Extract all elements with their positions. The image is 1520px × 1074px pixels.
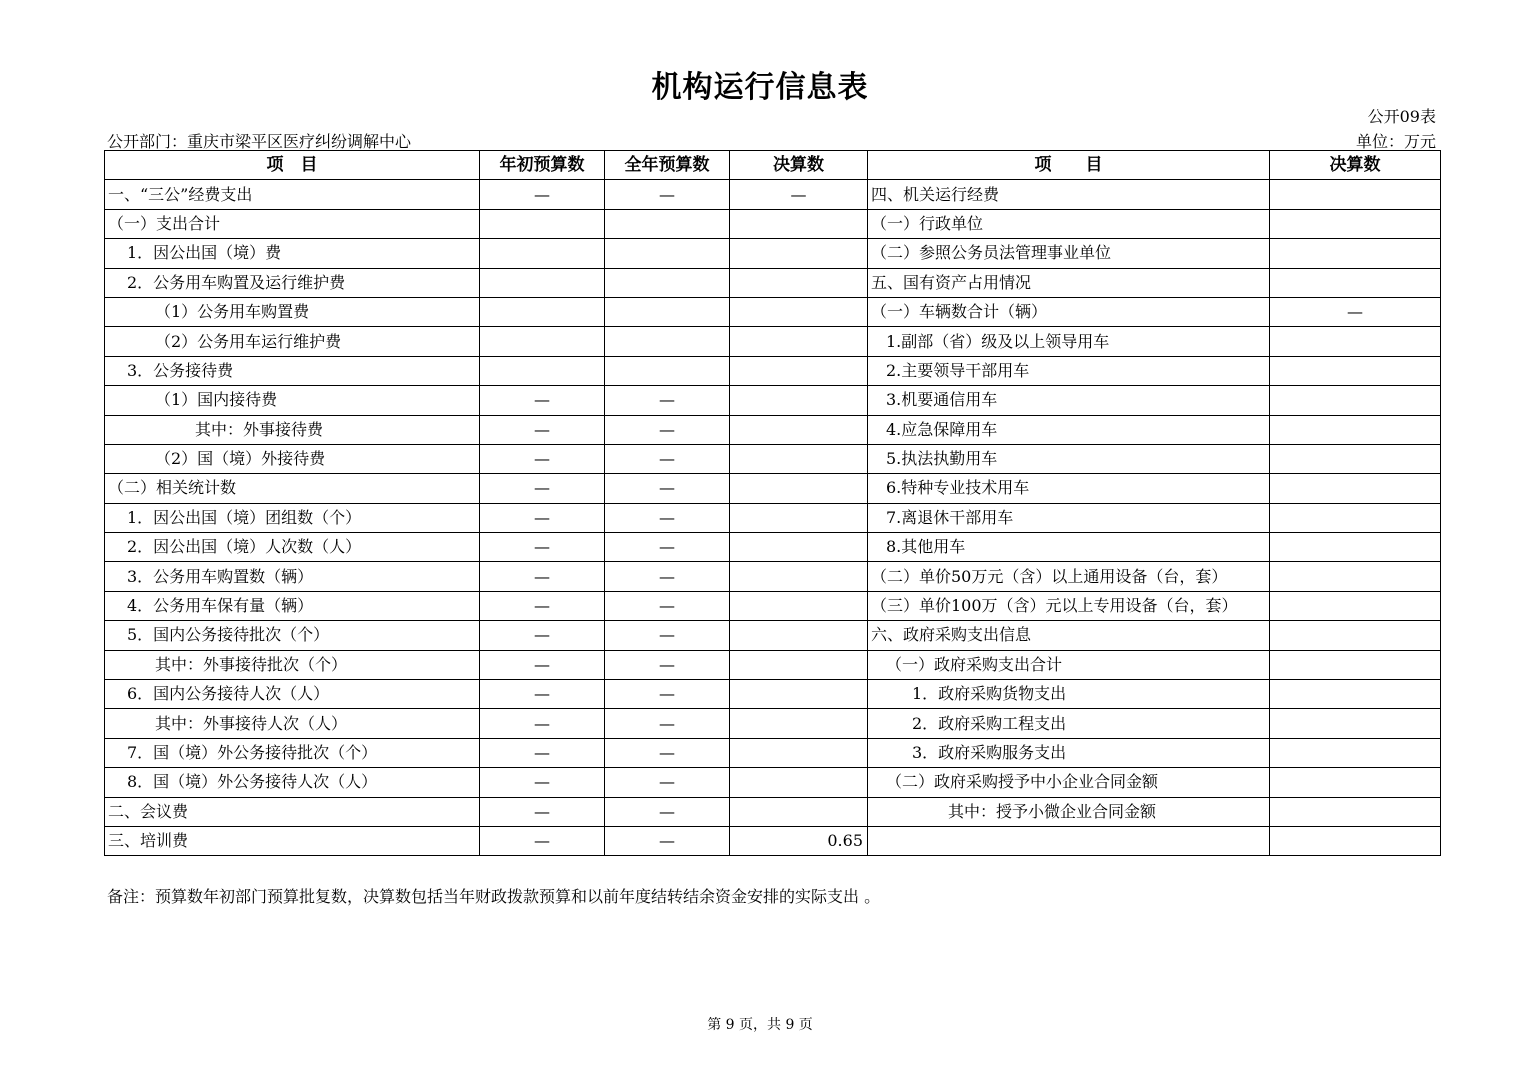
header-budget-initial: 年初预算数 [480, 151, 605, 180]
row-right-item-label: 其中：授予小微企业合同金额 [868, 797, 1270, 826]
row-right-item-label: 1.副部（省）级及以上领导用车 [868, 327, 1270, 356]
row-final [730, 297, 868, 326]
row-right-item-label: （一）车辆数合计（辆） [868, 297, 1270, 326]
row-final [730, 650, 868, 679]
row-item-label: 其中：外事接待人次（人） [105, 709, 480, 738]
row-right-final [1270, 621, 1441, 650]
row-budget-initial: — [480, 444, 605, 473]
row-final [730, 209, 868, 238]
table-row [105, 680, 1441, 709]
unit-label: 单位：万元 [1355, 132, 1436, 151]
row-budget-full: — [605, 503, 730, 532]
table-row [105, 268, 1441, 297]
row-right-final [1270, 591, 1441, 620]
row-item-label: 其中：外事接待批次（个） [105, 650, 480, 679]
row-final [730, 474, 868, 503]
table-row [105, 533, 1441, 562]
table-row [105, 444, 1441, 473]
row-item-label: （1）公务用车购置费 [105, 297, 480, 326]
table-row [105, 239, 1441, 268]
row-right-final [1270, 826, 1441, 855]
header-final: 决算数 [730, 151, 868, 180]
row-right-item-label: 8.其他用车 [868, 533, 1270, 562]
row-budget-full: — [605, 768, 730, 797]
row-budget-initial: — [480, 591, 605, 620]
row-budget-initial: — [480, 650, 605, 679]
header-final-right: 决算数 [1270, 151, 1441, 180]
row-budget-initial: — [480, 797, 605, 826]
info-table [104, 150, 1441, 856]
row-budget-full: — [605, 650, 730, 679]
row-budget-full [605, 239, 730, 268]
row-right-final [1270, 444, 1441, 473]
row-final [730, 327, 868, 356]
row-right-final [1270, 386, 1441, 415]
row-item-label: 3．公务用车购置数（辆） [105, 562, 480, 591]
row-right-final [1270, 562, 1441, 591]
row-item-label: 4．公务用车保有量（辆） [105, 591, 480, 620]
row-right-final [1270, 533, 1441, 562]
row-right-item-label: 五、国有资产占用情况 [868, 268, 1270, 297]
row-right-item-label: （一）行政单位 [868, 209, 1270, 238]
table-row [105, 562, 1441, 591]
row-item-label: （2）公务用车运行维护费 [105, 327, 480, 356]
row-budget-initial: — [480, 503, 605, 532]
row-budget-initial: — [480, 621, 605, 650]
table-row [105, 180, 1441, 209]
row-right-item-label: 4.应急保障用车 [868, 415, 1270, 444]
row-right-final [1270, 709, 1441, 738]
row-right-final [1270, 268, 1441, 297]
row-budget-full [605, 356, 730, 385]
row-right-item-label: 6.特种专业技术用车 [868, 474, 1270, 503]
row-right-final: — [1270, 297, 1441, 326]
row-right-item-label: （二）单价50万元（含）以上通用设备（台，套） [868, 562, 1270, 591]
row-budget-full [605, 297, 730, 326]
row-final [730, 738, 868, 767]
row-right-item-label: （二）参照公务员法管理事业单位 [868, 239, 1270, 268]
header-item: 项 目 [105, 151, 480, 180]
table-row [105, 738, 1441, 767]
row-right-final [1270, 415, 1441, 444]
row-item-label: 2．公务用车购置及运行维护费 [105, 268, 480, 297]
table-row [105, 297, 1441, 326]
row-right-final [1270, 797, 1441, 826]
row-budget-initial: — [480, 474, 605, 503]
row-right-item-label: （一）政府采购支出合计 [868, 650, 1270, 679]
table-row [105, 768, 1441, 797]
row-final [730, 533, 868, 562]
row-right-final [1270, 503, 1441, 532]
row-budget-initial: — [480, 415, 605, 444]
row-final [730, 591, 868, 620]
row-item-label: 6．国内公务接待人次（人） [105, 680, 480, 709]
header-budget-full: 全年预算数 [605, 151, 730, 180]
row-final [730, 797, 868, 826]
row-final [730, 268, 868, 297]
row-item-label: （1）国内接待费 [105, 386, 480, 415]
row-budget-full: — [605, 738, 730, 767]
row-right-final [1270, 650, 1441, 679]
table-row [105, 327, 1441, 356]
row-right-item-label: 7.离退休干部用车 [868, 503, 1270, 532]
row-budget-initial: — [480, 738, 605, 767]
row-budget-initial [480, 297, 605, 326]
table-row [105, 209, 1441, 238]
table-row [105, 356, 1441, 385]
page-title: 机构运行信息表 [651, 70, 869, 105]
row-right-item-label: 四、机关运行经费 [868, 180, 1270, 209]
row-budget-initial [480, 327, 605, 356]
row-right-item-label: 六、政府采购支出信息 [868, 621, 1270, 650]
row-item-label: 1．因公出国（境）费 [105, 239, 480, 268]
row-budget-initial: — [480, 533, 605, 562]
row-budget-full: — [605, 680, 730, 709]
row-final: 0.65 [730, 826, 868, 855]
table-row [105, 797, 1441, 826]
row-budget-initial: — [480, 386, 605, 415]
row-budget-initial [480, 239, 605, 268]
header-item-right: 项 目 [868, 151, 1270, 180]
row-budget-initial: — [480, 826, 605, 855]
page-footer: 第 9 页，共 9 页 [707, 1017, 813, 1033]
row-budget-full: — [605, 533, 730, 562]
department-label: 公开部门：重庆市梁平区医疗纠纷调解中心 [107, 132, 412, 151]
row-final [730, 680, 868, 709]
table-row [105, 386, 1441, 415]
row-right-final [1270, 180, 1441, 209]
row-right-item-label: 2.主要领导干部用车 [868, 356, 1270, 385]
row-item-label: 三、培训费 [105, 826, 480, 855]
row-final [730, 709, 868, 738]
row-right-final [1270, 680, 1441, 709]
row-item-label: 二、会议费 [105, 797, 480, 826]
row-budget-initial: — [480, 680, 605, 709]
row-budget-full: — [605, 797, 730, 826]
table-row [105, 503, 1441, 532]
row-budget-full: — [605, 180, 730, 209]
row-budget-full: — [605, 444, 730, 473]
row-final [730, 562, 868, 591]
row-right-item-label: 5.执法执勤用车 [868, 444, 1270, 473]
row-item-label: 一、“三公”经费支出 [105, 180, 480, 209]
row-final [730, 768, 868, 797]
row-item-label: 2．因公出国（境）人次数（人） [105, 533, 480, 562]
table-row [105, 415, 1441, 444]
row-budget-full [605, 209, 730, 238]
row-budget-initial [480, 268, 605, 297]
table-row [105, 826, 1441, 855]
row-right-item-label: 2．政府采购工程支出 [868, 709, 1270, 738]
row-budget-full [605, 268, 730, 297]
footnote: 备注：预算数年初部门预算批复数，决算数包括当年财政拨款预算和以前年度结转结余资金安排的实际支出 。 [107, 887, 881, 906]
form-number: 公开09表 [1367, 107, 1436, 126]
row-budget-full: — [605, 826, 730, 855]
row-budget-initial [480, 356, 605, 385]
row-right-item-label [868, 826, 1270, 855]
row-item-label: 5．国内公务接待批次（个） [105, 621, 480, 650]
row-budget-full: — [605, 621, 730, 650]
row-budget-full: — [605, 474, 730, 503]
row-final [730, 415, 868, 444]
table-row [105, 591, 1441, 620]
row-budget-initial: — [480, 709, 605, 738]
row-budget-initial: — [480, 562, 605, 591]
row-final [730, 444, 868, 473]
row-right-item-label: 3．政府采购服务支出 [868, 738, 1270, 767]
row-budget-full: — [605, 562, 730, 591]
row-budget-initial: — [480, 768, 605, 797]
table-row [105, 474, 1441, 503]
row-final: — [730, 180, 868, 209]
row-budget-initial [480, 209, 605, 238]
table-row [105, 650, 1441, 679]
row-budget-full: — [605, 709, 730, 738]
row-item-label: 3．公务接待费 [105, 356, 480, 385]
row-right-final [1270, 356, 1441, 385]
row-item-label: 8．国（境）外公务接待人次（人） [105, 768, 480, 797]
row-item-label: 7．国（境）外公务接待批次（个） [105, 738, 480, 767]
row-right-item-label: 3.机要通信用车 [868, 386, 1270, 415]
table-row [105, 709, 1441, 738]
row-right-final [1270, 738, 1441, 767]
row-budget-initial: — [480, 180, 605, 209]
row-right-final [1270, 768, 1441, 797]
table-row [105, 621, 1441, 650]
row-item-label: （2）国（境）外接待费 [105, 444, 480, 473]
row-item-label: （一）支出合计 [105, 209, 480, 238]
row-budget-full: — [605, 591, 730, 620]
row-right-item-label: （二）政府采购授予中小企业合同金额 [868, 768, 1270, 797]
row-final [730, 239, 868, 268]
row-final [730, 356, 868, 385]
row-budget-full: — [605, 415, 730, 444]
row-budget-full: — [605, 386, 730, 415]
row-final [730, 621, 868, 650]
row-right-final [1270, 327, 1441, 356]
row-final [730, 503, 868, 532]
row-right-final [1270, 474, 1441, 503]
row-right-item-label: 1．政府采购货物支出 [868, 680, 1270, 709]
table-header-row [105, 151, 1441, 180]
row-right-final [1270, 239, 1441, 268]
row-right-item-label: （三）单价100万（含）元以上专用设备（台，套） [868, 591, 1270, 620]
row-final [730, 386, 868, 415]
row-item-label: 1．因公出国（境）团组数（个） [105, 503, 480, 532]
row-budget-full [605, 327, 730, 356]
row-item-label: （二）相关统计数 [105, 474, 480, 503]
row-right-final [1270, 209, 1441, 238]
row-item-label: 其中：外事接待费 [105, 415, 480, 444]
